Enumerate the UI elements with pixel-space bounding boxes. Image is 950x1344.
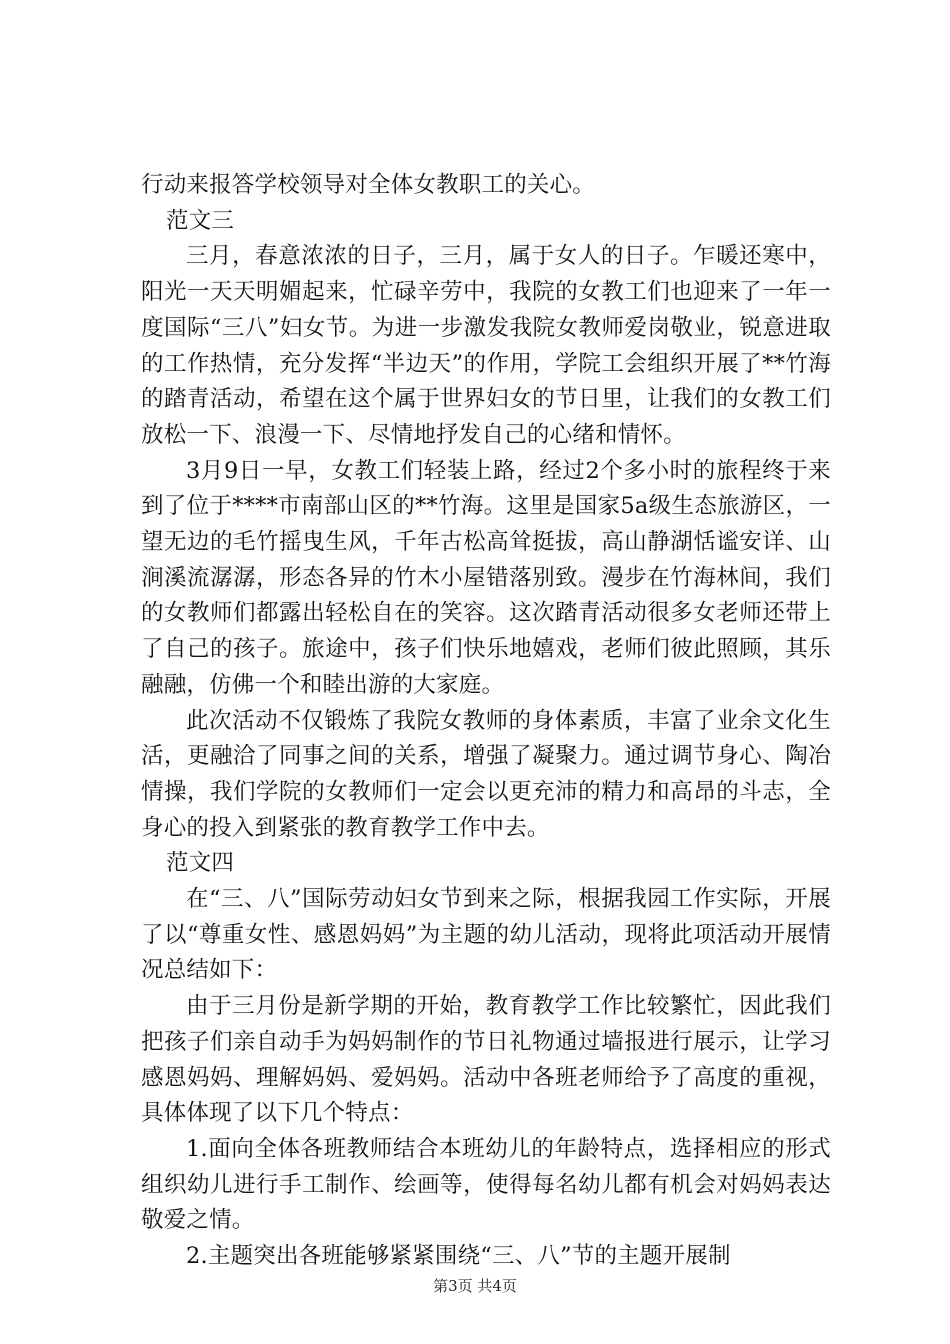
section-heading-fanwen-3: 范文三 bbox=[166, 207, 235, 234]
paragraph: 3月9日一早，女教工们轻装上路，经过2个多小时的旅程终于来到了位于****市南部山区的**竹海。这里是国家5a级生态旅游区，一望无边的毛竹摇曳生风，千年古松高耸挺拔，高山静湖恬谧安详、山涧溪流潺潺，形态各异的竹木小屋错落别致。漫步在竹海林间，我们的女教师们都露出轻松自在的笑容。这次踏青活动很多女老师还带上了自己的孩子。旅途中，孩子们快乐地嬉戏，老师们彼此照顾，其乐融融，仿佛一个和睦出游的大家庭。 bbox=[141, 457, 831, 698]
page-number-footer: 第3页 共4页 bbox=[433, 1277, 517, 1295]
paragraph: 由于三月份是新学期的开始，教育教学工作比较繁忙，因此我们把孩子们亲自动手为妈妈制作的节日礼物通过墙报进行展示，让学习感恩妈妈、理解妈妈、爱妈妈。活动中各班老师给予了高度的重视，具体体现了以下几个特点： bbox=[141, 993, 831, 1127]
list-item-paragraph: 2.主题突出各班能够紧紧围绕“三、八”节的主题开展制 bbox=[186, 1243, 731, 1270]
list-item-paragraph: 1.面向全体各班教师结合本班幼儿的年龄特点，选择相应的形式组织幼儿进行手工制作、绘画等，使得每名幼儿都有机会对妈妈表达敬爱之情。 bbox=[141, 1135, 831, 1234]
section-heading-fanwen-4: 范文四 bbox=[166, 850, 235, 877]
paragraph: 此次活动不仅锻炼了我院女教师的身体素质，丰富了业余文化生活，更融洽了同事之间的关系，增强了凝聚力。通过调节身心、陶冶情操，我们学院的女教师们一定会以更充沛的精力和高昂的斗志，全身心的投入到紧张的教育教学工作中去。 bbox=[141, 707, 831, 841]
paragraph-continuation: 行动来报答学校领导对全体女教职工的关心。 bbox=[141, 172, 596, 198]
paragraph: 三月，春意浓浓的日子，三月，属于女人的日子。乍暖还寒中，阳光一天天明媚起来，忙碌辛劳中，我院的女教工们也迎来了一年一度国际“三八”妇女节。为进一步激发我院女教师爱岗敬业，锐意进取的工作热情，充分发挥“半边天”的作用，学院工会组织开展了**竹海的踏青活动，希望在这个属于世界妇女的节日里，让我们的女教工们放松一下、浪漫一下、尽情地抒发自己的心绪和情怀。 bbox=[141, 243, 831, 448]
paragraph: 在“三、八”国际劳动妇女节到来之际，根据我园工作实际，开展了以“尊重女性、感恩妈妈”为主题的幼儿活动，现将此项活动开展情况总结如下： bbox=[141, 886, 831, 984]
document-body bbox=[141, 168, 831, 1275]
